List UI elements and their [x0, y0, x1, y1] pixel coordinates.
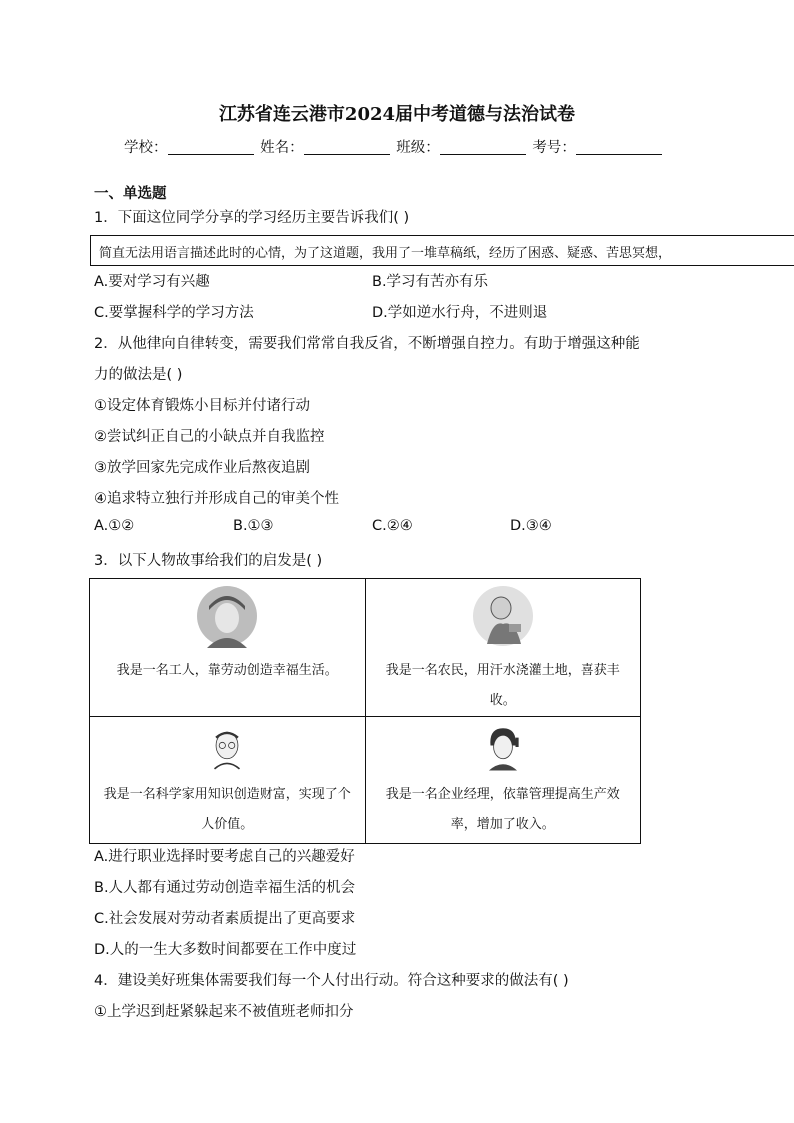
q2-statement-4: ④追求特立独行并形成自己的审美个性 [94, 491, 339, 507]
worker-text: 我是一名工人，靠劳动创造幸福生活。 [116, 663, 338, 678]
q4-stem: 4．建设美好班集体需要我们每一个人付出行动。符合这种要求的做法有( ) [94, 973, 569, 989]
q3-option-a[interactable]: A.进行职业选择时要考虑自己的兴趣爱好 [94, 849, 355, 865]
q2-option-c[interactable]: C.②④ [372, 518, 413, 534]
q2-option-d[interactable]: D.③④ [510, 518, 552, 534]
q2-option-b[interactable]: B.①③ [233, 518, 274, 534]
section-heading: 一、单选题 [94, 186, 167, 202]
q3-character-table [89, 578, 641, 844]
q3-option-d[interactable]: D.人的一生大多数时间都要在工作中度过 [94, 942, 357, 958]
name-label: 姓名： [260, 140, 304, 156]
manager-portrait-icon [478, 722, 528, 772]
farmer-cell [365, 579, 641, 717]
q3-stem: 3．以下人物故事给我们的启发是( ) [94, 553, 323, 569]
q2-option-a[interactable]: A.①② [94, 518, 135, 534]
page-title: 江苏省连云港市2024届中考道德与法治试卷 [218, 104, 576, 125]
q2-stem-line2: 力的做法是( ) [94, 367, 183, 383]
school-label: 学校： [124, 140, 168, 156]
student-info-line [124, 136, 664, 157]
worker-portrait-icon [195, 584, 259, 648]
q3-option-b[interactable]: B.人人都有通过劳动创造幸福生活的机会 [94, 880, 356, 896]
school-blank[interactable] [168, 140, 254, 155]
class-label: 班级： [396, 140, 440, 156]
scientist-portrait-icon [202, 722, 252, 772]
q1-option-c[interactable]: C.要掌握科学的学习方法 [94, 305, 254, 321]
q3-option-c[interactable]: C.社会发展对劳动者素质提出了更高要求 [94, 911, 356, 927]
q4-statement-1: ①上学迟到赶紧躲起来不被值班老师扣分 [94, 1004, 354, 1020]
q2-stem-line1: 2．从他律向自律转变，需要我们常常自我反省，不断增强自控力。有助于增强这种能 [94, 336, 640, 352]
class-blank[interactable] [440, 140, 526, 155]
q1-option-a[interactable]: A.要对学习有兴趣 [94, 274, 210, 290]
farmer-text: 我是一名农民，用汗水浇灌土地，喜获丰收。 [385, 663, 620, 708]
q1-stem: 1．下面这位同学分享的学习经历主要告诉我们( ) [94, 210, 410, 226]
manager-text: 我是一名企业经理，依靠管理提高生产效率，增加了收入。 [385, 787, 620, 832]
q2-statement-1: ①设定体育锻炼小目标并付诸行动 [94, 398, 310, 414]
farmer-portrait-icon [471, 584, 535, 648]
q1-option-b[interactable]: B.学习有苦亦有乐 [372, 274, 489, 290]
worker-cell [90, 579, 366, 717]
scientist-cell [90, 717, 366, 844]
name-blank[interactable] [304, 140, 390, 155]
id-label: 考号： [532, 140, 576, 156]
id-blank[interactable] [576, 140, 662, 155]
scientist-text: 我是一名科学家用知识创造财富，实现了个人价值。 [103, 787, 351, 832]
q2-statement-2: ②尝试纠正自己的小缺点并自我监控 [94, 429, 325, 445]
q1-quote-box: 简直无法用语言描述此时的心情，为了这道题，我用了一堆草稿纸，经历了困惑、疑惑、苦思冥想， [90, 235, 794, 266]
q1-option-d[interactable]: D.学如逆水行舟，不进则退 [372, 305, 548, 321]
manager-cell [365, 717, 641, 844]
q2-statement-3: ③放学回家先完成作业后熬夜追剧 [94, 460, 310, 476]
